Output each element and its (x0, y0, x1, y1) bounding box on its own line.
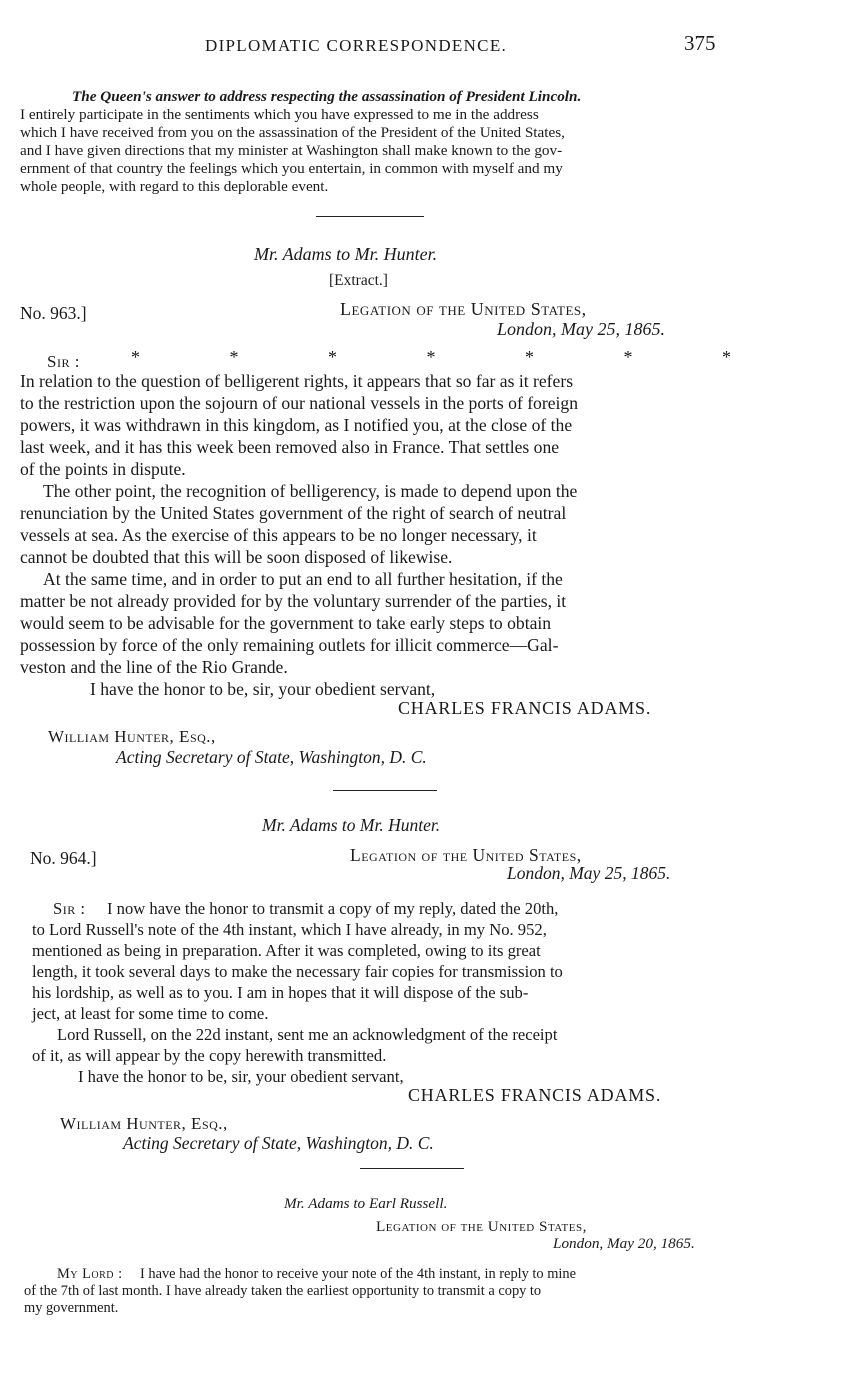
section1-line-2: which I have received from you on the assassination of the President of the United States, (20, 124, 565, 141)
section2-place-date: London, May 25, 1865. (497, 319, 665, 339)
section3-addressee: William Hunter, Esq., (60, 1114, 228, 1133)
section3-line-4: length, it took several days to make the necessary fair copies for transmission to (32, 962, 563, 981)
section2-signature: CHARLES FRANCIS ADAMS. (398, 698, 652, 718)
section2-line-13: possession by force of the only remaining outlets for illicit commerce—Gal- (20, 635, 559, 655)
section2-salutation: Sir : (47, 352, 80, 371)
section2-line-7: renunciation by the United States government of the right of search of neutral (20, 503, 567, 523)
section2-title: Mr. Adams to Mr. Hunter. (254, 244, 438, 264)
section4-line-2: of the 7th of last month. I have already taken the earliest opportunity to transmit a copy to (24, 1283, 542, 1299)
ellipsis-asterisks: * * * * * * * (131, 347, 731, 367)
section2-line-1: In relation to the question of belligerent rights, it appears that so far as it refers (20, 371, 574, 391)
section1-title: The Queen's answer to address respecting the assassination of President Lincoln. (72, 88, 582, 105)
section3-line-5: his lordship, as well as to you. I am in hopes that it will dispose of the sub- (32, 983, 529, 1002)
section3-closing: I have the honor to be, sir, your obedient servant, (78, 1067, 404, 1086)
section3-title: Mr. Adams to Mr. Hunter. (262, 815, 441, 835)
section3-line-1: I now have the honor to transmit a copy of my reply, dated the 20th, (107, 899, 559, 918)
section2-line-3: powers, it was withdrawn in this kingdom, as I notified you, at the close of the (20, 415, 573, 435)
section2-line-11: matter be not already provided for by the voluntary surrender of the parties, it (20, 591, 567, 611)
section2-line-10: At the same time, and in order to put an end to all further hesitation, if the (43, 569, 563, 589)
section3-line-6: ject, at least for some time to come. (32, 1004, 269, 1023)
section3-line-3: mentioned as being in preparation. After it was completed, owing to its great (32, 941, 541, 960)
section4-place-date: London, May 20, 1865. (553, 1235, 695, 1252)
section2-line-8: vessels at sea. As the exercise of this appears to be no longer necessary, it (20, 525, 537, 545)
section1-line-4: ernment of that country the feelings which you entertain, in common with myself and my (20, 160, 563, 177)
section4-legation: Legation of the United States, (376, 1218, 587, 1235)
section3-line-7: Lord Russell, on the 22d instant, sent me an acknowledgment of the receipt (57, 1025, 558, 1044)
section2-line-12: would seem to be advisable for the government to take early steps to obtain (20, 613, 552, 633)
section2-line-5: of the points in dispute. (20, 459, 186, 479)
section3-legation: Legation of the United States, (350, 845, 582, 865)
section1-line-1: I entirely participate in the sentiments which you have expressed to me in the address (20, 106, 539, 123)
section2-line-2: to the restriction upon the sojourn of our national vessels in the ports of foreign (20, 393, 579, 413)
section4-title: Mr. Adams to Earl Russell. (284, 1195, 448, 1212)
section4-line-1: I have had the honor to receive your note of the 4th instant, in reply to mine (140, 1266, 576, 1282)
section-divider (360, 1168, 464, 1169)
section-divider (333, 790, 437, 791)
section2-line-4: last week, and it has this week been removed also in France. That settles one (20, 437, 560, 457)
section2-closing: I have the honor to be, sir, your obedient servant, (90, 679, 436, 699)
section3-line-2: to Lord Russell's note of the 4th instant, which I have already, in my No. 952, (32, 920, 547, 939)
section1-line-3: and I have given directions that my minister at Washington shall make known to the gov- (20, 142, 563, 159)
section-divider (316, 216, 424, 217)
section3-signature: CHARLES FRANCIS ADAMS. (408, 1085, 662, 1105)
section2-line-6: The other point, the recognition of belligerency, is made to depend upon the (43, 481, 578, 501)
section2-extract-note: [Extract.] (329, 272, 388, 289)
section3-salutation: Sir : (53, 899, 86, 918)
section4-salutation: My Lord : (57, 1266, 123, 1282)
section1-line-5: whole people, with regard to this deplorable event. (20, 178, 329, 195)
section2-line-14: veston and the line of the Rio Grande. (20, 657, 288, 677)
section3-place-date: London, May 25, 1865. (507, 863, 671, 883)
page-number: 375 (684, 31, 716, 55)
section2-dispatch-number: No. 963.] (20, 303, 87, 323)
section3-addressee-title: Acting Secretary of State, Washington, D. C. (123, 1133, 434, 1153)
section3-line-8: of it, as will appear by the copy herewith transmitted. (32, 1046, 387, 1065)
section2-addressee: William Hunter, Esq., (48, 727, 216, 746)
section2-line-9: cannot be doubted that this will be soon disposed of likewise. (20, 547, 453, 567)
section3-dispatch-number: No. 964.] (30, 848, 97, 868)
section2-legation: Legation of the United States, (340, 299, 587, 319)
section4-line-3: my government. (24, 1300, 119, 1316)
section2-addressee-title: Acting Secretary of State, Washington, D. C. (116, 747, 427, 767)
running-header: DIPLOMATIC CORRESPONDENCE. (205, 36, 508, 55)
